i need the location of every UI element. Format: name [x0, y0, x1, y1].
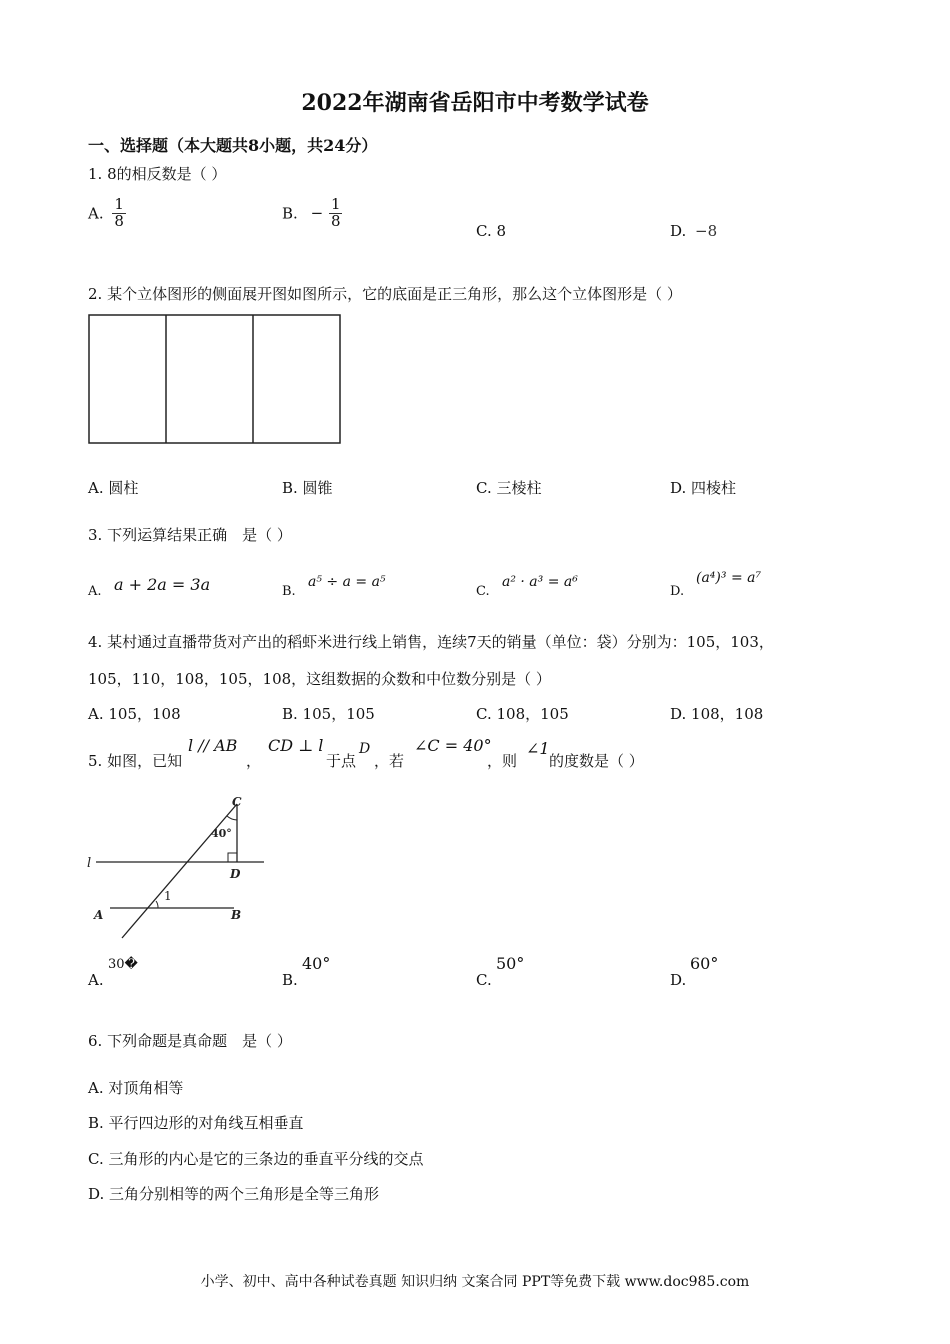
- q2-option-d: D. 四棱柱: [670, 479, 737, 497]
- q3-option-c-expr: a² · a³ = a⁶: [502, 574, 578, 590]
- fraction-denominator: 8: [114, 211, 124, 230]
- q4-option-c: C. 108，105: [476, 705, 569, 723]
- q3-option-b-expr: a⁵ ÷ a = a⁵: [308, 574, 386, 590]
- q5-option-d-label: D.: [670, 971, 687, 989]
- q5-option-b-value: 40°: [302, 954, 331, 973]
- q4-option-a: A. 105，108: [88, 705, 181, 723]
- q2-option-a: A. 圆柱: [88, 479, 139, 497]
- q6-option-d: D. 三角分别相等的两个三角形是全等三角形: [88, 1185, 380, 1203]
- q5-option-a-label: A.: [88, 971, 104, 989]
- fraction-denominator: 8: [330, 211, 341, 230]
- q5-text-at-point: 于点: [326, 752, 357, 770]
- q3-stem: 3. 下列运算结果正确 是（ ）: [88, 526, 292, 544]
- q1-option-d: [670, 222, 717, 240]
- q5-option-a-value: 30�: [108, 957, 138, 972]
- q3-option-d-label: D.: [670, 584, 685, 599]
- q5-option-c-label: C.: [476, 971, 492, 989]
- page-footer: 小学、初中、高中各种试卷真题 知识归纳 文案合同 PPT等免费下载 www.doc985.com: [200, 1274, 750, 1290]
- option-label: B.: [282, 204, 298, 223]
- q5-text-if: ，若: [374, 752, 405, 770]
- q4-stem-line1: 4. 某村通过直播带货对产出的稻虾米进行线上销售，连续7天的销量（单位：袋）分别为：105，103，: [88, 633, 774, 651]
- q6-stem: 6. 下列命题是真命题 是（ ）: [88, 1032, 292, 1050]
- q3-option-b-label: B.: [282, 584, 296, 599]
- q3-option-c-label: C.: [476, 584, 490, 599]
- q6-option-a: A. 对顶角相等: [88, 1079, 184, 1097]
- q4-stem-line2: 105，110，108，105，108，这组数据的众数和中位数分别是（ ）: [88, 670, 551, 688]
- q4-option-b: B. 105，105: [282, 705, 375, 723]
- q2-option-c: C. 三棱柱: [476, 479, 542, 497]
- q1-option-c: C. 8: [476, 222, 507, 240]
- right-angle-mark: [228, 853, 237, 862]
- angle-40-arc: [227, 816, 237, 820]
- q5-math-angle-c: ∠C = 40°: [414, 736, 492, 755]
- q5-math-angle-1: ∠1: [526, 739, 550, 758]
- q1-option-a: [88, 197, 126, 230]
- label-b: B: [231, 908, 242, 922]
- option-label: D.: [670, 222, 687, 240]
- q2-figure-net: [88, 314, 342, 445]
- net-outline: [89, 315, 340, 443]
- q1-option-b: [282, 197, 342, 230]
- q5-stem-post: 的度数是（ ）: [549, 752, 644, 770]
- q2-stem: 2. 某个立体图形的侧面展开图如图所示，它的底面是正三角形，那么这个立体图形是（ ）: [88, 285, 682, 303]
- label-l: l: [87, 856, 92, 871]
- page-title: 2022年湖南省岳阳市中考数学试卷: [301, 90, 649, 116]
- transversal-line: [122, 804, 237, 938]
- option-value: −8: [695, 222, 718, 240]
- label-c: C: [232, 795, 242, 809]
- q5-math-point-d: D: [359, 741, 371, 757]
- fraction: [329, 197, 343, 230]
- minus-sign: −: [310, 204, 324, 223]
- q3-option-d-expr: (a⁴)³ = a⁷: [696, 570, 762, 586]
- label-a: A: [94, 908, 104, 922]
- section-heading: 一、选择题（本大题共8小题，共24分）: [88, 136, 378, 155]
- q4-option-d: D. 108，108: [670, 705, 764, 723]
- q5-option-c-value: 50°: [496, 954, 525, 973]
- angle-1-arc: [156, 901, 158, 908]
- fraction: [112, 197, 126, 230]
- q5-figure: [84, 790, 274, 950]
- q1-stem: 1. 8的相反数是（ ）: [88, 165, 227, 183]
- q3-option-a-expr: a + 2a = 3a: [114, 575, 211, 594]
- q5-math-parallel: l // AB: [188, 736, 238, 755]
- q3-option-a-label: A.: [88, 584, 102, 599]
- fraction-numerator: 1: [330, 195, 341, 213]
- q5-math-perpendicular: CD ⊥ l: [268, 736, 324, 755]
- q5-option-b-label: B.: [282, 971, 298, 989]
- q2-option-b: B. 圆锥: [282, 479, 333, 497]
- option-label: A.: [88, 204, 104, 223]
- q5-stem-pre: 5. 如图，已知: [88, 752, 183, 770]
- label-d: D: [230, 867, 241, 881]
- q5-comma: ，: [246, 752, 262, 770]
- q6-option-c: C. 三角形的内心是它的三条边的垂直平分线的交点: [88, 1150, 424, 1168]
- label-angle-40: 40°: [211, 827, 232, 840]
- q5-text-then: ，则: [487, 752, 518, 770]
- fraction-numerator: 1: [114, 195, 124, 213]
- q6-option-b: B. 平行四边形的对角线互相垂直: [88, 1114, 304, 1132]
- q5-option-d-value: 60°: [690, 954, 719, 973]
- label-angle-1: 1: [164, 889, 172, 903]
